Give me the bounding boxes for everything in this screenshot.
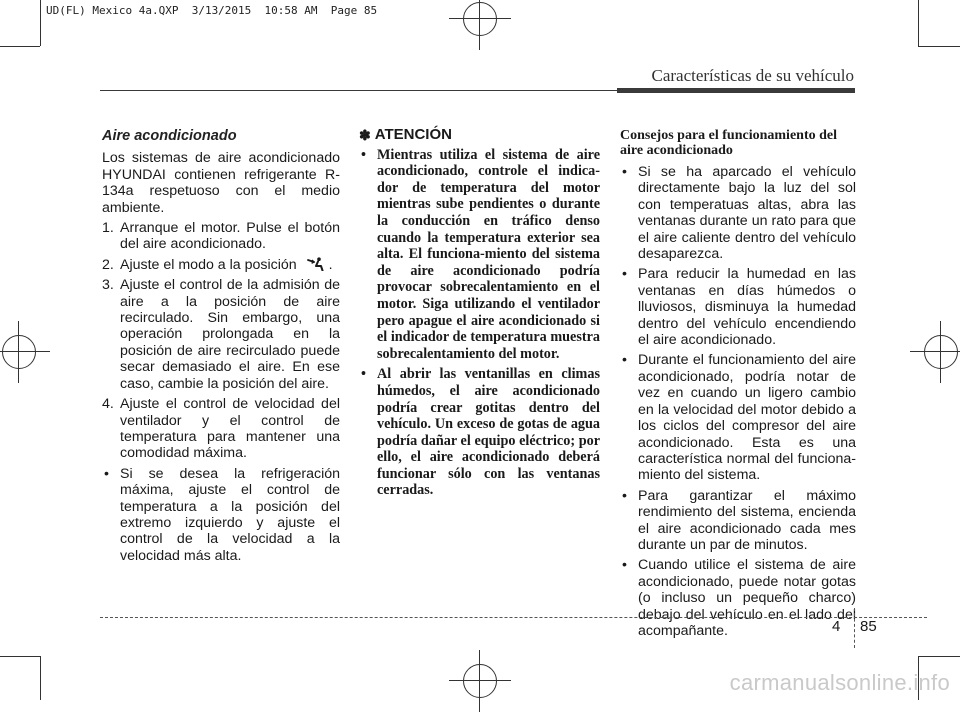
star-icon: ✽: [359, 127, 371, 143]
bullet-text: Para garantizar el máximo rendimiento del sistema, encienda el aire acondicionado cada mes durante un par de minutos.: [638, 487, 856, 553]
bullet-text: Mientras utiliza el sistema de aire acondicionado, controle el indica-dor de temperatura del motor mientras sube pendientes o durante la conducción en tráfico denso cuando la temperatura exterior sea alta. El funciona-miento del sistema de aire acondicionado podría provocar sobrecalentamiento en el motor. Siga utilizando el ventilador pero apague el aire acondicionado si el indicador de temperatura muestra sobrecalentamiento del motor.: [377, 146, 600, 362]
bullet-text: Cuando utilice el sistema de aire acondicionado, puede notar gotas (o incluso un pequeño charco) debajo del vehículo en el lado del acompañante.: [638, 557, 856, 639]
bullet-icon: •: [104, 465, 109, 482]
crop-mark: [0, 46, 40, 47]
bullet-text: Si se desea la refrigeración máxima, ajuste el control de temperatura a la posición del extremo izquierdo y ajuste el control de la velocidad a la velocidad más alta.: [120, 465, 340, 564]
tips-title: Consejos para el funcionamiento del aire acondicionado: [620, 128, 837, 158]
crop-mark: [918, 656, 960, 657]
list-item: [102, 257, 340, 273]
list-item: [102, 220, 340, 253]
crop-mark: [40, 656, 41, 700]
list-item: [102, 466, 340, 564]
list-item: [359, 366, 600, 499]
bullet-text: Si se ha aparcado el vehículo directamente bajo la luz del sol con temperatuas altas, abra las ventanas durante un rato para que el aire caliente dentro del vehículo desaparezca.: [638, 164, 856, 263]
step-number: 4.: [102, 396, 114, 413]
step-number: 2.: [102, 256, 114, 273]
list-item: [620, 266, 856, 348]
face-vent-mode-icon: [307, 257, 325, 271]
page-number: 85: [860, 618, 877, 635]
header-bar: [617, 88, 855, 93]
crop-mark: [918, 0, 919, 46]
caution-title-text: ATENCIÓN: [374, 126, 452, 143]
watermark: carmanualsonline.info: [729, 670, 950, 695]
registration-mark: [463, 664, 497, 698]
step-text: Arranque el motor. Pulse el botón del aire acondicionado.: [120, 220, 340, 253]
bullet-text: Durante el funcionamiento del aire acondicionado, podría notar de vez en cuando un ligero cambio en la velocidad del motor debido a los ciclos del compresor del aire acondicionado. Esta es una característica normal del funciona-miento del sistema.: [638, 352, 856, 484]
step-text: Ajuste el modo a la posición: [120, 256, 297, 273]
bullet-icon: •: [622, 352, 627, 369]
tips-list: [620, 164, 856, 639]
bullet-icon: •: [622, 266, 627, 283]
registration-mark: [2, 335, 36, 369]
bullet-text: Al abrir las ventanillas en climas húmedos, el aire acondicionado podría crear gotitas dentro del vehículo. Un exceso de gotas de agua podría dañar el equipo eléctrico; por ello, el aire acondicionado deberá funcionar sólo con las ventanas cerradas.: [377, 366, 600, 499]
caution-list: [359, 147, 600, 499]
step-number: 3.: [102, 277, 114, 294]
list-item: [359, 147, 600, 363]
crop-mark: [0, 656, 40, 657]
print-slug: UD(FL) Mexico 4a.QXP 3/13/2015 10:58 AM Page 85: [46, 4, 378, 17]
section-title: Características de su vehículo: [651, 66, 854, 85]
bullet-icon: •: [622, 487, 627, 504]
step-text: Ajuste el control de velocidad del ventilador y el control de temperatura para mantener una comodidad máxima.: [120, 396, 340, 462]
bullet-icon: •: [622, 164, 627, 180]
registration-mark: [463, 2, 497, 36]
list-item: [620, 557, 856, 639]
column-aire-acondicionado: [102, 128, 340, 568]
step-text-suffix: .: [328, 256, 333, 273]
step-text: Ajuste el control de la admisión de aire a la posición de aire recirculado. Sin embargo, una operación prolongada en la posición de aire recirculado puede secar demasiado el aire. En ese caso, cambie la posición del aire.: [120, 277, 340, 392]
bullet-text: Para reducir la humedad en las ventanas en días húmedos o lluviosos, disminuya la humedad dentro del vehículo encendiendo el aire acondicionado.: [638, 266, 856, 349]
chapter-number: 4: [832, 618, 841, 635]
column-consejos: [620, 128, 856, 643]
bullet-icon: •: [361, 366, 366, 383]
page-number-separator: [854, 608, 855, 648]
column-atencion: [359, 128, 600, 503]
crop-mark: [40, 0, 41, 46]
registration-mark: [924, 335, 958, 369]
list-item: [102, 277, 340, 392]
bullet-icon: •: [361, 146, 366, 163]
caution-title: [359, 127, 600, 144]
crop-mark: [918, 46, 960, 47]
list-item: [620, 352, 856, 483]
step-number: 1.: [102, 220, 114, 237]
steps-list: [102, 220, 340, 462]
bullet-icon: •: [622, 557, 627, 574]
list-item: [620, 488, 856, 554]
list-item: [102, 396, 340, 462]
tips-list: [102, 466, 340, 564]
subheading: Aire acondicionado: [102, 128, 237, 144]
intro-paragraph: Los sistemas de aire acondicionado HYUNDAI contienen refrigerante R-134a respetuoso con el medio ambiente.: [102, 150, 340, 216]
footer-rule: [100, 617, 927, 618]
header-rule: [100, 90, 617, 91]
list-item: [620, 164, 856, 262]
